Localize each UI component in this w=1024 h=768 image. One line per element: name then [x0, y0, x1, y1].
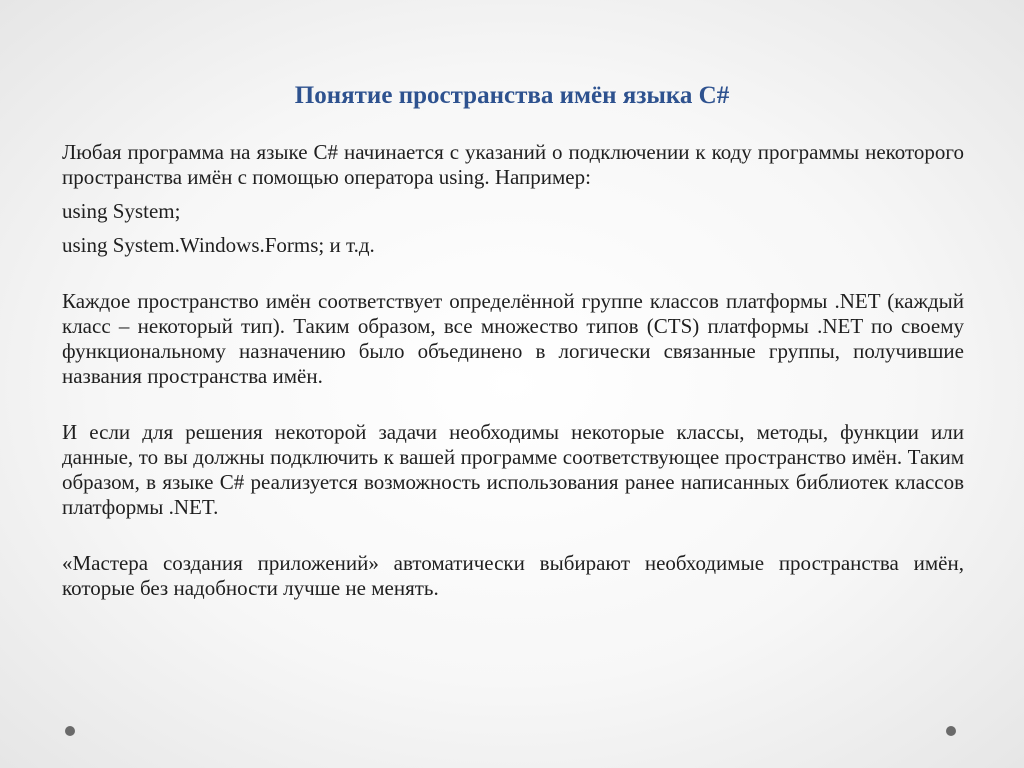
paragraph-wizards: «Мастера создания приложений» автоматически выбирают необходимые пространства имён, которые без надобности лучше не менять.	[62, 551, 964, 600]
slide-title: Понятие пространства имён языка C#	[294, 82, 730, 109]
decorative-dot-right	[946, 726, 956, 736]
paragraph-namespace-usage: И если для решения некоторой задачи необходимы некоторые классы, методы, функции или данные, то вы должны подключить к вашей программе соответствующее пространство имён. Таким образом, в языке C# реализуется возможность использования ранее написанных библиотек классов платформы .NET.	[62, 420, 964, 519]
decorative-dot-left	[65, 726, 75, 736]
paragraph-namespace-classes: Каждое пространство имён соответствует определённой группе классов платформы .NET (каждый класс – некоторый тип). Таким образом, все множество типов (CTS) платформы .NET по своему функциональному назначению было объединено в логически связанные группы, получившие названия пространства имён.	[62, 289, 964, 388]
paragraph-using-intro: Любая программа на языке C# начинается с указаний о подключении к коду программы некоторого пространства имён с помощью оператора using. Например:	[62, 140, 964, 189]
code-example-system: using System;	[62, 199, 181, 223]
code-example-forms: using System.Windows.Forms; и т.д.	[62, 233, 375, 257]
slide-body	[62, 140, 964, 601]
